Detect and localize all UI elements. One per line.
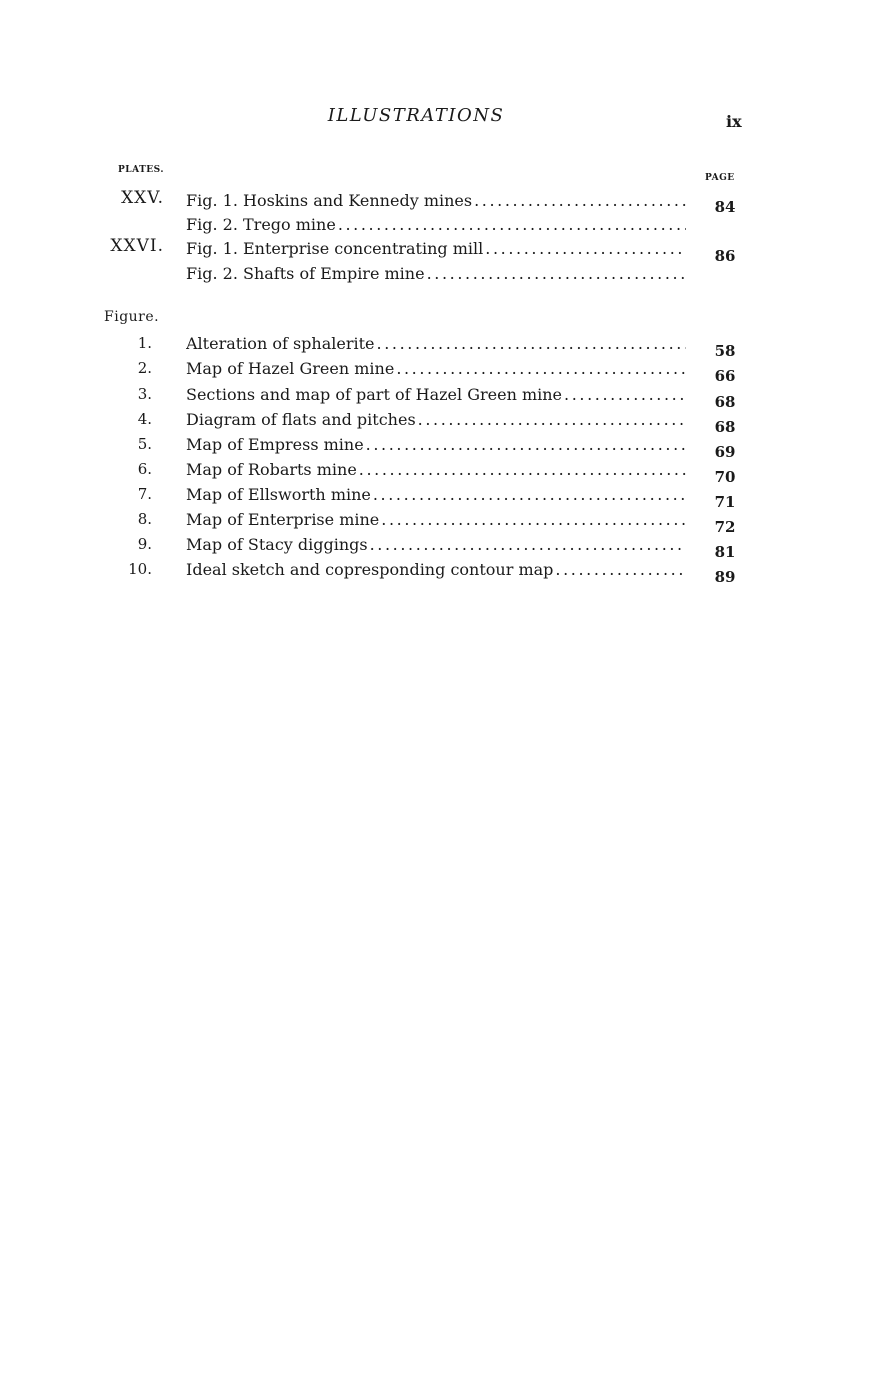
dot-leader xyxy=(377,334,686,353)
figure-title: Map of Hazel Green mine xyxy=(186,359,395,378)
page-ref: 72 xyxy=(714,518,736,536)
dot-leader xyxy=(485,239,686,258)
plate-fig-label: Fig. 2. xyxy=(186,215,238,234)
dot-leader xyxy=(564,385,686,404)
figure-entry xyxy=(186,334,686,353)
figure-number: 7. xyxy=(137,485,152,503)
plate-fig-label: Fig. 1. xyxy=(186,191,238,210)
page-title: ILLUSTRATIONS xyxy=(327,105,505,126)
figure-number: 3. xyxy=(137,385,152,403)
plate-row xyxy=(0,213,892,237)
figure-row xyxy=(0,460,892,484)
dot-leader xyxy=(381,510,686,529)
dot-leader xyxy=(373,485,686,504)
figure-number: 10. xyxy=(128,560,152,578)
plate-row xyxy=(0,188,892,216)
figure-entry xyxy=(186,535,686,554)
figure-title: Map of Robarts mine xyxy=(186,460,357,479)
figure-row xyxy=(0,510,892,534)
figure-number: 6. xyxy=(137,460,152,478)
figure-entry xyxy=(186,410,686,429)
plate-numeral: XXV. xyxy=(121,188,164,208)
figure-title: Map of Ellsworth mine xyxy=(186,485,371,504)
plate-numeral: XXVI. xyxy=(110,236,164,256)
figure-entry xyxy=(186,560,686,579)
dot-leader xyxy=(370,535,686,554)
dot-leader xyxy=(427,264,686,283)
figure-entry xyxy=(186,485,686,504)
page-column-label: PAGE xyxy=(705,173,735,183)
plate-entry xyxy=(186,264,686,283)
page-ref: 68 xyxy=(714,393,736,411)
dot-leader xyxy=(555,560,686,579)
figure-row xyxy=(0,435,892,459)
figure-title: Diagram of flats and pitches xyxy=(186,410,416,429)
page-ref: 84 xyxy=(714,198,736,216)
page-ref: 71 xyxy=(714,493,736,511)
plate-row xyxy=(0,262,892,286)
plate-row xyxy=(0,236,892,265)
plate-fig-label: Fig. 1. xyxy=(186,239,238,258)
page-ref: 89 xyxy=(714,568,736,586)
figure-number: 1. xyxy=(137,334,152,352)
figure-entry xyxy=(186,385,686,404)
figure-entry xyxy=(186,460,686,479)
plate-entry xyxy=(186,239,686,258)
page-ref: 70 xyxy=(714,468,736,486)
figure-number: 5. xyxy=(137,435,152,453)
dot-leader xyxy=(338,215,686,234)
figure-number: 9. xyxy=(137,535,152,553)
figure-row xyxy=(0,485,892,509)
page-ref: 69 xyxy=(714,443,736,461)
plates-section-label: PLATES. xyxy=(118,165,164,175)
page-ref: 58 xyxy=(714,342,736,360)
plate-title: Enterprise concentrating mill xyxy=(243,239,484,258)
figure-title: Map of Enterprise mine xyxy=(186,510,380,529)
figure-row xyxy=(0,410,892,434)
figure-title: Sections and map of part of Hazel Green mine xyxy=(186,385,563,404)
plate-fig-label: Fig. 2. xyxy=(186,264,238,283)
dot-leader xyxy=(474,191,686,210)
figure-title: Map of Stacy diggings xyxy=(186,535,368,554)
page-ref: 66 xyxy=(714,367,736,385)
plate-entry xyxy=(186,191,686,210)
dot-leader xyxy=(359,460,686,479)
plate-title: Hoskins and Kennedy mines xyxy=(243,191,473,210)
figure-row xyxy=(0,334,892,358)
figure-title: Alteration of sphalerite xyxy=(186,334,375,353)
plate-title: Trego mine xyxy=(243,215,336,234)
figure-row xyxy=(0,359,892,383)
figure-entry xyxy=(186,435,686,454)
figure-row xyxy=(0,560,892,584)
figure-entry xyxy=(186,359,686,378)
dot-leader xyxy=(366,435,686,454)
page-ref: 86 xyxy=(714,247,736,265)
page-number: ix xyxy=(726,112,742,131)
figure-row xyxy=(0,385,892,409)
figure-number: 2. xyxy=(137,359,152,377)
page-ref: 81 xyxy=(714,543,736,561)
page-ref: 68 xyxy=(714,418,736,436)
figure-number: 8. xyxy=(137,510,152,528)
figure-row xyxy=(0,535,892,559)
plate-entry xyxy=(186,215,686,234)
figure-title: Map of Empress mine xyxy=(186,435,364,454)
figure-entry xyxy=(186,510,686,529)
dot-leader xyxy=(418,410,686,429)
figure-title: Ideal sketch and copresponding contour map xyxy=(186,560,554,579)
dot-leader xyxy=(396,359,686,378)
figure-number: 4. xyxy=(137,410,152,428)
figure-section-label: Figure. xyxy=(104,309,160,325)
plate-title: Shafts of Empire mine xyxy=(243,264,425,283)
